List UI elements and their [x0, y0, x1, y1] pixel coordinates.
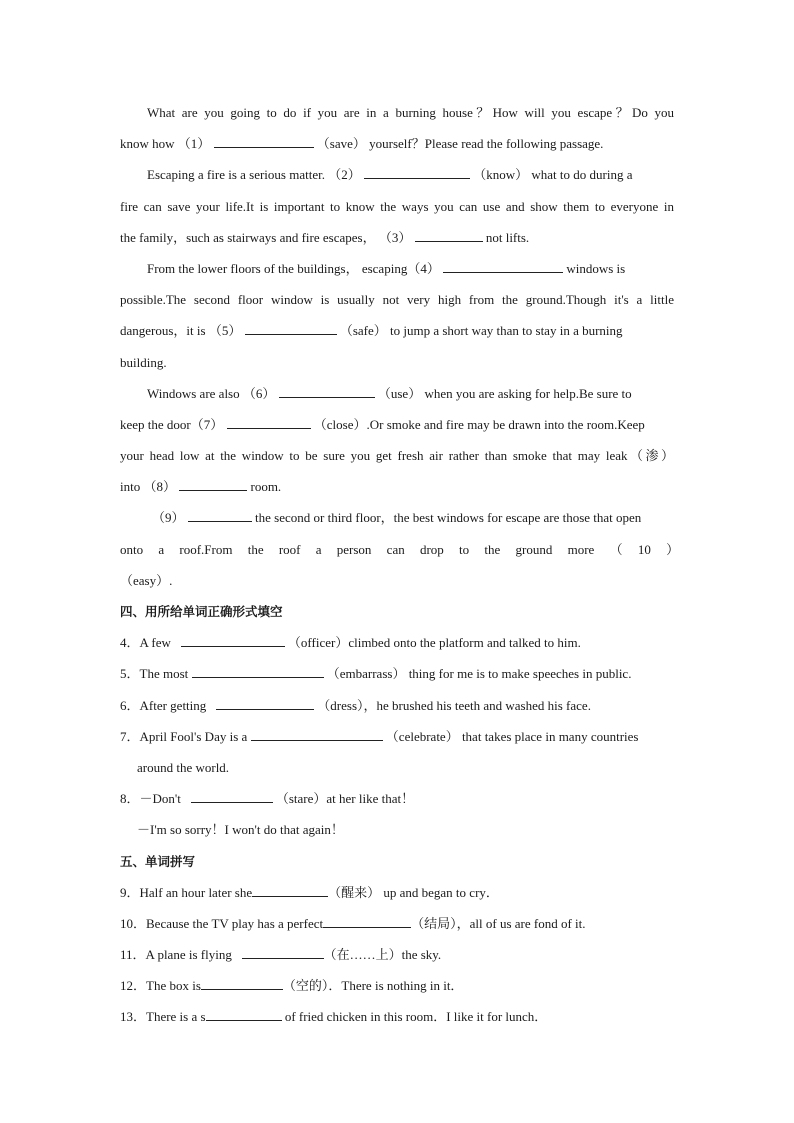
question-7	[120, 721, 674, 752]
passage-line	[120, 128, 674, 159]
passage-line	[120, 440, 674, 471]
answer-blank-q4[interactable]	[181, 635, 285, 647]
question-text: （stare）at her like that！	[275, 791, 415, 807]
passage-text: keep the door（7）	[120, 416, 224, 432]
answer-blank-q10[interactable]	[323, 916, 411, 928]
passage-line	[120, 378, 674, 409]
answer-blank-2[interactable]	[364, 167, 470, 179]
question-9	[120, 877, 674, 908]
passage-line	[120, 159, 674, 190]
passage-line	[120, 347, 674, 378]
answer-blank-q13[interactable]	[206, 1009, 282, 1021]
section-heading: 四、用所给单词正确形式填空	[120, 604, 283, 619]
passage-text: Escaping a fire is a serious matter. （2）	[147, 167, 361, 183]
passage-text: What are you going to do if you are in a burning house？How will you escape？Do you	[147, 105, 674, 120]
section-heading: 五、单词拼写	[120, 853, 196, 869]
question-text: （醒来） up and began to cry．	[328, 884, 499, 900]
question-text: 13．There is a s	[120, 1009, 206, 1025]
passage-line	[120, 222, 674, 253]
answer-blank-3[interactable]	[415, 230, 483, 242]
passage-text: the second or third floor，the best windows for escape are those that open	[255, 510, 642, 526]
passage-text: the family，such as stairways and fire escapes， （3）	[120, 229, 412, 245]
question-text: 5．The most	[120, 666, 189, 682]
answer-blank-q6[interactable]	[216, 698, 314, 710]
passage-text: dangerous，it is （5）	[120, 323, 242, 339]
passage-text: Windows are also （6）	[147, 385, 276, 401]
passage-text: into （8）	[120, 479, 176, 495]
passage-line	[120, 284, 674, 315]
answer-blank-6[interactable]	[279, 386, 375, 398]
passage-text: （save） yourself？Please read the following passage.	[316, 136, 604, 152]
answer-blank-q12[interactable]	[201, 978, 283, 990]
passage-line	[120, 565, 674, 596]
answer-blank-q7[interactable]	[251, 729, 383, 741]
passage-text: know how （1）	[120, 136, 211, 152]
answer-blank-q5[interactable]	[192, 666, 324, 678]
passage-line	[120, 253, 674, 284]
answer-blank-9[interactable]	[188, 510, 252, 522]
passage-line	[120, 191, 674, 222]
question-text: 8．－Don't	[120, 791, 181, 807]
passage-line	[120, 409, 674, 440]
question-12	[120, 970, 674, 1001]
passage-text: （easy）.	[120, 572, 173, 588]
answer-blank-4[interactable]	[443, 261, 563, 273]
answer-blank-8[interactable]	[179, 479, 247, 491]
passage-text: （9）	[152, 510, 185, 526]
answer-blank-1[interactable]	[214, 136, 314, 148]
passage-text: （close）.Or smoke and fire may be drawn into the room.Keep	[313, 416, 645, 432]
passage-line	[120, 534, 680, 565]
question-text: of fried chicken in this room．I like it for lunch．	[284, 1009, 548, 1025]
passage-line	[120, 502, 674, 533]
question-text: 7．April Fool's Day is a	[120, 728, 248, 744]
passage-text: （safe） to jump a short way than to stay in a burning	[339, 323, 623, 339]
answer-blank-5[interactable]	[245, 323, 337, 335]
question-6	[120, 690, 674, 721]
answer-blank-q11[interactable]	[242, 947, 324, 959]
passage-text: possible.The second floor window is usually not very high from the ground.Though it's a little	[120, 292, 674, 308]
answer-blank-q9[interactable]	[252, 885, 328, 897]
question-text: （dress），he brushed his teeth and washed his face.	[317, 697, 591, 713]
question-text: （在……上）the sky.	[323, 947, 442, 963]
passage-text: not lifts.	[485, 229, 530, 245]
question-5	[120, 658, 674, 689]
question-4	[120, 627, 674, 658]
question-11	[120, 939, 674, 970]
question-text: －I'm so sorry！I won't do that again！	[137, 822, 344, 838]
worksheet-content	[120, 97, 680, 1033]
question-text: 10．Because the TV play has a perfect	[120, 915, 324, 931]
question-text: 12．The box is	[120, 978, 201, 994]
question-text: （embarrass） thing for me is to make speeches in public.	[326, 666, 632, 682]
passage-text: （use） when you are asking for help.Be sure to	[377, 385, 632, 401]
passage-text: building.	[120, 354, 167, 370]
question-7-continued	[120, 752, 674, 783]
answer-blank-7[interactable]	[227, 417, 311, 429]
passage-text: room.	[250, 479, 282, 495]
question-text: 6．After getting	[120, 697, 207, 713]
answer-blank-q8[interactable]	[191, 791, 273, 803]
question-13	[120, 1001, 674, 1032]
passage-text: your head low at the window to be sure you get fresh air rather than smoke that may leak（渗）	[120, 448, 674, 464]
question-10	[120, 908, 674, 939]
question-text: 11．A plane is flying	[120, 947, 232, 963]
question-text: around the world.	[137, 759, 230, 775]
passage-text: （know） what to do during a	[473, 167, 633, 183]
question-text: （结局），all of us are fond of it.	[411, 915, 586, 931]
question-text: 9．Half an hour later she	[120, 884, 253, 900]
passage-text: onto a roof.From the roof a person can drop to the ground more （ 10 ）	[120, 541, 680, 557]
question-text: （空的）．There is nothing in it．	[282, 978, 464, 994]
passage-line	[120, 315, 674, 346]
question-text: （celebrate） that takes place in many countries	[385, 728, 639, 744]
question-text: 4．A few	[120, 635, 171, 651]
question-8	[120, 783, 674, 814]
passage-text: windows is	[566, 260, 626, 276]
passage-text: From the lower floors of the buildings， escaping（4）	[147, 260, 440, 276]
question-text: （officer）climbed onto the platform and talked to him.	[287, 635, 581, 651]
question-8-reply	[120, 814, 674, 845]
passage-line	[120, 97, 674, 128]
passage-line	[120, 471, 674, 502]
passage-text: fire can save your life.It is important to know the ways you can use and show them to everyone in	[120, 198, 674, 214]
